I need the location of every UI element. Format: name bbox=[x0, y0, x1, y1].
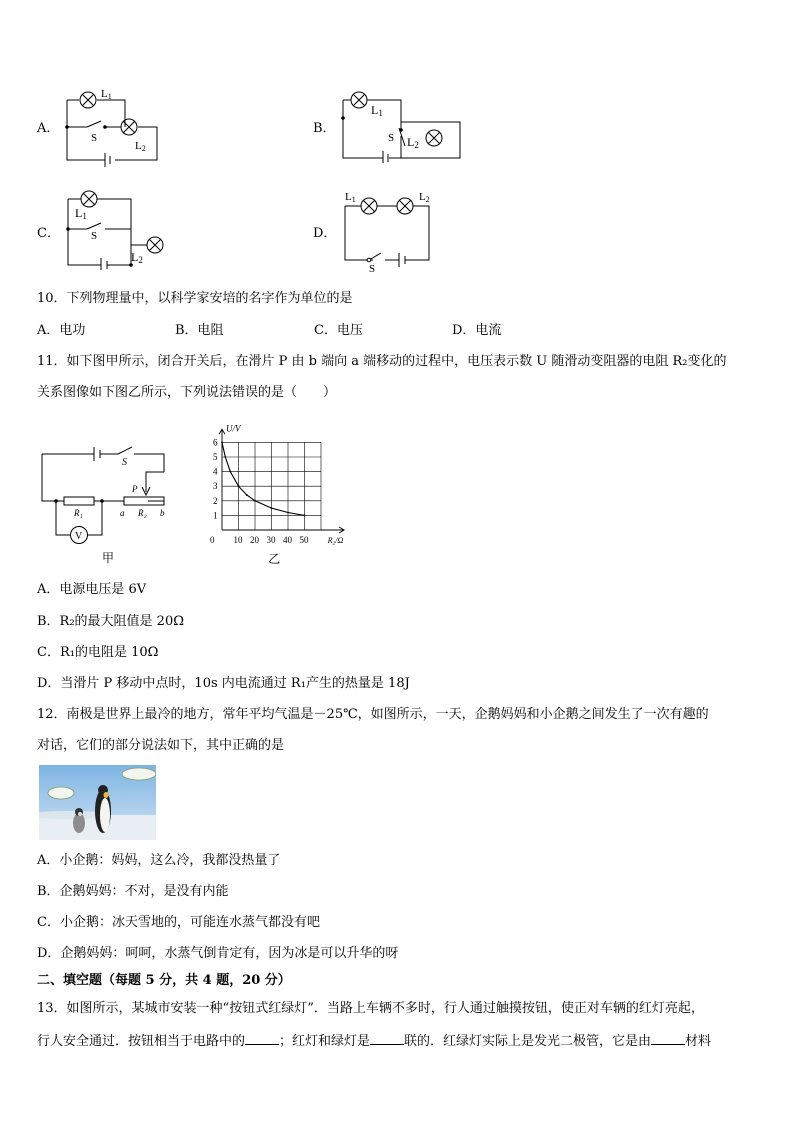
q12-option-b: B．企鹅妈妈：不对，是没有内能 bbox=[37, 884, 229, 899]
q12-option-a: A．小企鹅：妈妈，这么冷，我都没热量了 bbox=[37, 853, 281, 868]
label-l1: L1 bbox=[345, 191, 356, 204]
q13-blank-1[interactable] bbox=[245, 1032, 279, 1045]
q13-line1: 13．如图所示，某城市安装一种“按钮式红绿灯”．当路上车辆不多时，行人通过触摸按钮，使正对车辆的红灯亮起， bbox=[37, 1001, 704, 1016]
q13-line2 bbox=[37, 1032, 711, 1050]
q11-stem-line1: 11．如下图甲所示，闭合开关后，在滑片 P 由 b 端向 a 端移动的过程中，电压表示数 U 随滑动变阻器的电阻 R₂变化的 bbox=[37, 354, 727, 369]
circuit-diagram-b bbox=[333, 88, 463, 163]
q11-option-b: B．R₂的最大阻值是 20Ω bbox=[37, 614, 185, 629]
label-a: a bbox=[120, 508, 125, 518]
label-l1: L1 bbox=[75, 206, 87, 221]
q12-option-d: D．企鹅妈妈：呵呵，水蒸气倒肯定有，因为冰是可以升华的呀 bbox=[37, 946, 399, 961]
data-point bbox=[287, 512, 289, 514]
q12-option-c: C．小企鹅：冰天雪地的，可能连水蒸气都没有吧 bbox=[37, 915, 320, 930]
q13-text-part1: 行人安全通过．按钮相当于电路中的 bbox=[37, 1034, 246, 1049]
x-tick-label: 40 bbox=[283, 535, 292, 545]
data-point bbox=[224, 456, 226, 458]
y-axis-label: U/V bbox=[226, 425, 241, 434]
figure-jia-caption: 甲 bbox=[102, 551, 115, 565]
x-tick-label: 20 bbox=[250, 535, 259, 545]
label-r2: R₂ bbox=[138, 508, 147, 518]
q10-option-a: A．电功 bbox=[37, 323, 86, 338]
label-r1: R₁ bbox=[74, 508, 83, 518]
x-tick-label: 10 bbox=[233, 535, 243, 545]
circuit-diagram-d bbox=[333, 188, 443, 273]
label-l2: L2 bbox=[131, 250, 143, 265]
y-tick-label: 4 bbox=[213, 466, 218, 477]
q12-stem-line2: 对话，它们的部分说法如下，其中正确的是 bbox=[37, 738, 285, 753]
data-point bbox=[246, 494, 248, 496]
option-a-label: A． bbox=[37, 121, 60, 136]
q13-blank-3[interactable] bbox=[651, 1032, 685, 1045]
q10-option-c: C．电压 bbox=[314, 323, 363, 338]
label-l1: L1 bbox=[371, 103, 383, 118]
y-tick-label: 1 bbox=[213, 510, 218, 521]
circuit-diagram-jia bbox=[38, 440, 178, 570]
data-point bbox=[238, 485, 240, 487]
data-point bbox=[304, 515, 306, 517]
figure-yi-caption: 乙 bbox=[268, 552, 281, 566]
data-point bbox=[229, 471, 231, 473]
y-tick-label: 2 bbox=[213, 495, 218, 506]
q13-text-part4: 材料 bbox=[685, 1034, 712, 1049]
q12-stem-line1: 12．南极是世界上最冷的地方，常年平均气温是－25℃，如图所示，一天，企鹅妈妈和小企鹅之间发生了一次有趣的 bbox=[37, 707, 709, 722]
q13-blank-2[interactable] bbox=[370, 1032, 404, 1045]
option-b-label: B． bbox=[313, 121, 336, 136]
x-tick-label: 30 bbox=[266, 535, 276, 545]
y-tick-label: 5 bbox=[213, 452, 218, 462]
q10-stem: 10．下列物理量中，以科学家安培的名字作为单位的是 bbox=[37, 291, 353, 306]
label-s: S bbox=[91, 132, 98, 144]
x-axis-label: R₂/Ω bbox=[327, 536, 344, 545]
circuit-diagram-a bbox=[55, 85, 175, 170]
label-l2: L2 bbox=[419, 191, 430, 204]
label-l2: L2 bbox=[407, 135, 419, 150]
x-tick-label: 50 bbox=[299, 535, 309, 545]
option-d-label: D． bbox=[313, 226, 337, 241]
data-point bbox=[254, 500, 256, 502]
label-s: S bbox=[122, 457, 127, 468]
option-c-label: C． bbox=[37, 226, 60, 241]
x-tick-label: 0 bbox=[210, 535, 215, 545]
label-s: S bbox=[388, 132, 395, 144]
data-curve bbox=[222, 442, 305, 515]
label-s: S bbox=[369, 263, 376, 273]
q13-text-part3: 联的．红绿灯实际上是发光二极管，它是由 bbox=[404, 1034, 652, 1049]
q11-option-d: D．当滑片 P 移动中点时，10s 内电流通过 R₁产生的热量是 18J bbox=[37, 676, 410, 691]
q10-option-d: D．电流 bbox=[452, 323, 502, 338]
y-tick-label: 6 bbox=[213, 437, 218, 448]
label-l2: L2 bbox=[135, 140, 146, 153]
q11-stem-line2: 关系图像如下图乙所示，下列说法错误的是（ ） bbox=[37, 385, 337, 400]
y-tick-label: 3 bbox=[213, 481, 218, 492]
q10-option-b: B．电阻 bbox=[175, 323, 224, 338]
penguin-photo bbox=[39, 765, 156, 840]
q13-text-part2: ；红灯和绿灯是 bbox=[279, 1034, 371, 1049]
label-l1: L1 bbox=[101, 88, 112, 101]
q11-option-c: C．R₁的电阻是 10Ω bbox=[37, 645, 159, 660]
circuit-diagram-c bbox=[55, 185, 180, 270]
section-title-fill-in: 二、填空题（每题 5 分，共 4 题，20 分） bbox=[37, 973, 291, 988]
label-b: b bbox=[160, 508, 165, 518]
graph-yi bbox=[200, 425, 360, 570]
label-v: V bbox=[75, 531, 83, 542]
label-p: P bbox=[132, 484, 138, 494]
q11-option-a: A．电源电压是 6V bbox=[37, 582, 147, 597]
data-point bbox=[221, 442, 223, 444]
label-s: S bbox=[91, 230, 98, 242]
data-point bbox=[271, 507, 273, 509]
